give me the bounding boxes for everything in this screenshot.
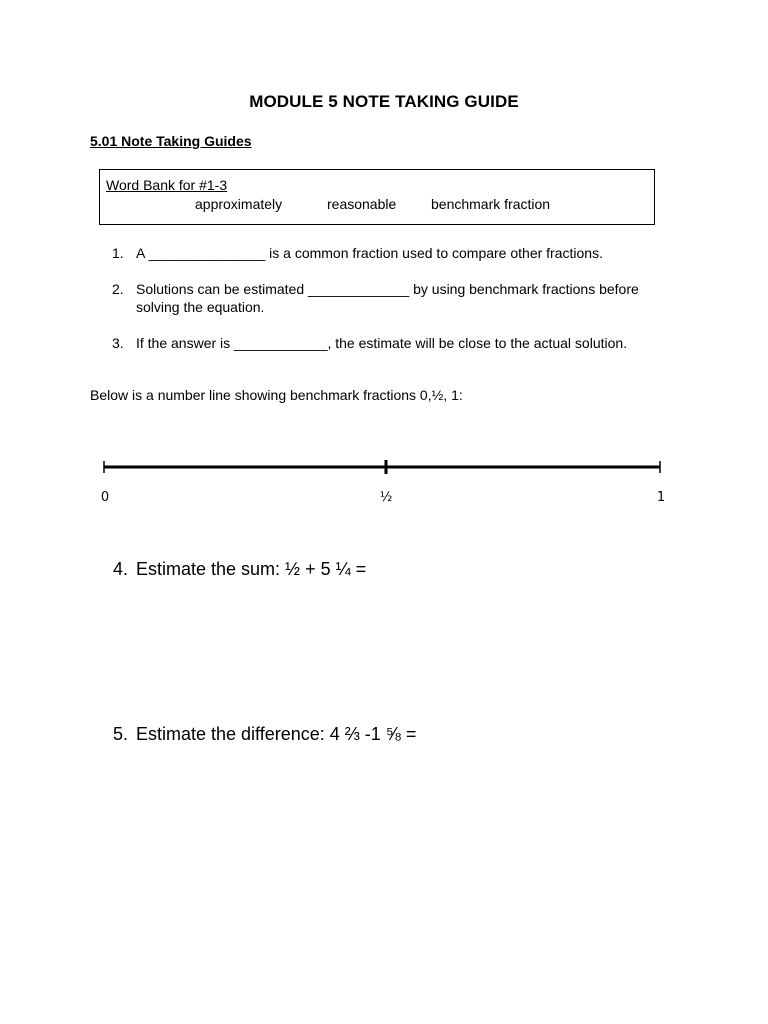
number-line: [0, 440, 768, 520]
question-text: Estimate the difference: 4 ⅔ -1 ⅝ =: [136, 724, 417, 744]
section-heading: 5.01 Note Taking Guides: [90, 133, 252, 149]
question-text-continued: solving the equation.: [136, 299, 265, 315]
tick-label-zero: 0: [100, 490, 110, 505]
tick-label-half: ½: [379, 490, 393, 505]
question-number: 4.: [113, 559, 129, 579]
word-bank-title: Word Bank for #1-3: [106, 177, 228, 193]
question-number: 3.: [112, 335, 124, 351]
question-number: 2.: [112, 281, 124, 297]
question-text: Estimate the sum: ½ + 5 ¼ =: [136, 559, 367, 579]
question-text: A _______________ is a common fraction used to compare other fractions.: [136, 245, 603, 261]
word-bank-box: [99, 169, 655, 225]
word-bank-word: reasonable: [327, 196, 397, 212]
question-text: Solutions can be estimated _____________ by using benchmark fractions before: [136, 281, 639, 297]
word-bank-word: approximately: [195, 196, 283, 212]
page-title: MODULE 5 NOTE TAKING GUIDE: [249, 92, 519, 111]
question-number: 5.: [113, 724, 129, 744]
question-number: 1.: [112, 245, 124, 261]
tick-label-one: 1: [656, 490, 666, 505]
question-text: If the answer is ____________, the estimate will be close to the actual solution.: [136, 335, 628, 351]
number-line-intro: Below is a number line showing benchmark fractions 0,½, 1:: [90, 387, 463, 403]
word-bank-word: benchmark fraction: [431, 196, 551, 212]
